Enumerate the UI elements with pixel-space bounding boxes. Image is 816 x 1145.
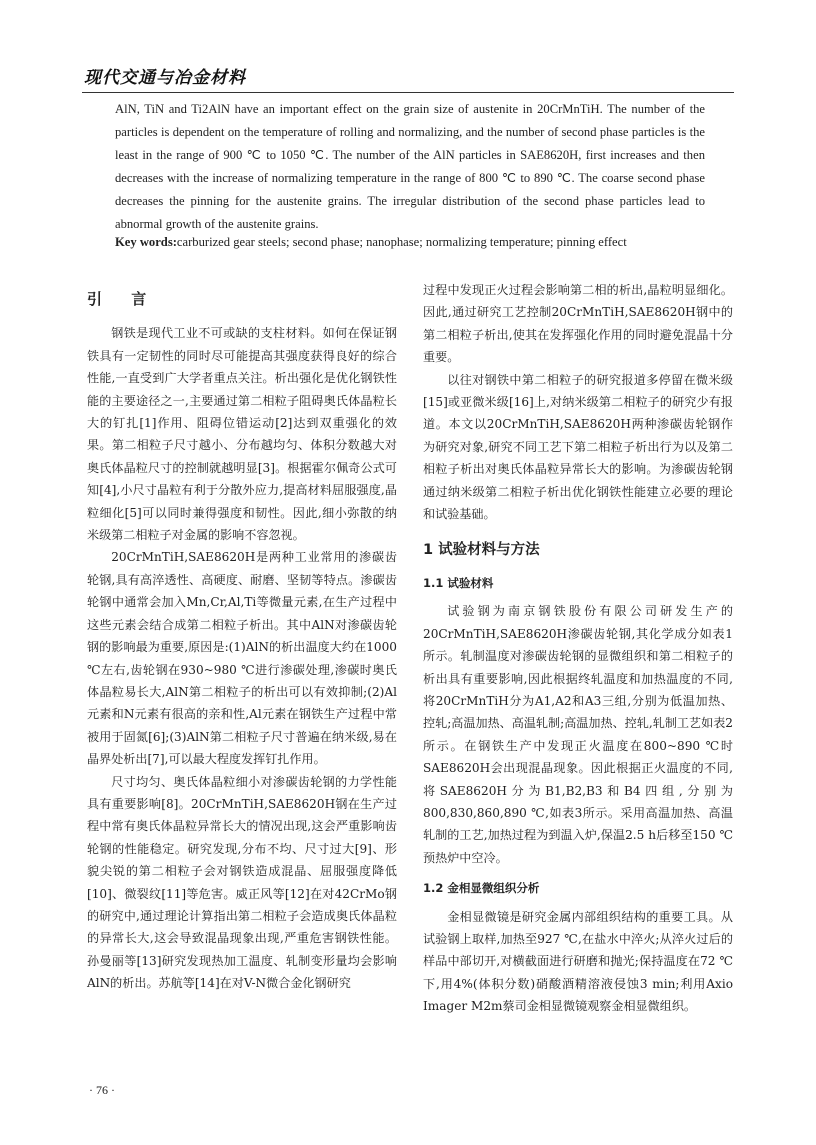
intro-paragraph: 以往对钢铁中第二相粒子的研究报道多停留在微米级[15]或亚微米级[16]上,对纳米级第二相粒子的研究少有报道。本文以20CrMnTiH,SAE8620H两种渗碳齿轮钢作为研究对象,研究不同工艺下第二相粒子析出行为以及第二相粒子析出对奥氏体晶粒异常长大的影响。为渗碳齿轮钢通过纳米级第二相粒子析出优化钢铁性能建立必要的理论和试验基础。 <box>423 372 733 522</box>
header-divider <box>82 92 734 93</box>
keywords-line <box>115 231 715 254</box>
abstract-text: AlN, TiN and Ti2AlN have an important effect on the grain size of austenite in 20CrMnTiH. The number of the particles is dependent on the temperature of rolling and normalizing, and the number of second phase particles is the least in the range of 900 ℃ to 1050 ℃. The number of the AlN particles in SAE8620H, first increases and then decreases with the increase of normalizing temperature in the range of 800 ℃ to 890 ℃. The coarse second phase decreases the pinning for the austenite grains. The irregular distribution of the second phase particles lead to abnormal growth of the austenite grains. <box>115 102 705 232</box>
body-paragraph: 试验钢为南京钢铁股份有限公司研发生产的20CrMnTiH,SAE8620H渗碳齿轮钢,其化学成分如表1所示。轧制温度对渗碳齿轮钢的显微组织和第二相粒子的析出具有重要影响,因此根据终轧温度和加热温度的不同,将20CrMnTiH分为A1,A2和A3三组,分别为低温加热、控轧;高温加热、高温轧制;高温加热、控轧,轧制工艺如表2所示。在钢铁生产中发现正火温度在800~890 ℃时SAE8620H会出现混晶现象。因此根据正火温度的不同,将SAE8620H分为B1,B2,B3和B4四组,分别为800,830,860,890 ℃,如表3所示。采用高温加热、高温轧制的工艺,加热过程为到温入炉,保温2.5 h后移至150 ℃预热炉中空冷。 <box>423 604 733 865</box>
journal-logo: 现代交通与冶金材料 <box>84 68 246 88</box>
right-column <box>423 279 733 1018</box>
intro-paragraph: 钢铁是现代工业不可或缺的支柱材料。如何在保证钢铁具有一定韧性的同时尽可能提高其强度获得良好的综合性能,一直受到广大学者重点关注。析出强化是优化钢铁性能的主要途径之一,主要通过第二相粒子阻碍奥氏体晶粒长大的钉扎[1]作用、阻碍位错运动[2]达到双重强化的效果。第二相粒子尺寸越小、分布越均匀、体积分数越大对奥氏体晶粒尺寸的控制就越明显[3]。根据霍尔佩奇公式可知[4],小尺寸晶粒有利于分散外应力,提高材料屈服强度,晶粒细化[5]可以同时兼得强度和韧性。因此,细小弥散的纳米级第二相粒子对金属的影响不容忽视。 <box>87 326 397 543</box>
section-heading: 1 试验材料与方法 <box>423 542 540 559</box>
keywords-text: carburized gear steels; second phase; nanophase; normalizing temperature; pinning effect <box>176 235 627 249</box>
intro-paragraph: 尺寸均匀、奥氏体晶粒细小对渗碳齿轮钢的力学性能具有重要影响[8]。20CrMnTiH,SAE8620H钢在生产过程中常有奥氏体晶粒异常长大的情况出现,这会严重影响齿轮钢的性能稳定。研究发现,分布不均、尺寸过大[9]、形貌尖锐的第二相粒子会对钢铁造成混晶、屈服强度降低[10]、微裂纹[11]等危害。威正风等[12]在对42CrMo钢的研究中,通过理论计算指出第二相粒子会造成奥氏体晶粒的异常长大,这会导致混晶现象出现,严重危害钢铁性能。孙曼丽等[13]研究发现热加工温度、轧制变形量均会影响AlN的析出。苏航等[14]在对V-N微合金化钢研究 <box>87 774 397 991</box>
intro-paragraph-continued: 过程中发现正火过程会影响第二相的析出,晶粒明显细化。因此,通过研究工艺控制20CrMnTiH,SAE8620H钢中的第二相粒子析出,使其在发挥强化作用的同时避免混晶十分重要。 <box>423 283 733 365</box>
page-number: · 76 · <box>89 1083 115 1097</box>
subsection-heading: 1.1 试验材料 <box>423 575 494 590</box>
left-column <box>87 278 397 995</box>
subsection-heading: 1.2 金相显微组织分析 <box>423 881 540 896</box>
body-paragraph: 金相显微镜是研究金属内部组织结构的重要工具。从试验钢上取样,加热至927 ℃,在盐水中淬火;从淬火过后的样品中部切开,对横截面进行研磨和抛光;保持温度在72 ℃下,用4%(体积分数)硝酸酒精溶液侵蚀3 min;利用Axio Imager M2m蔡司金相显微镜观察金相显微组织。 <box>423 909 733 1014</box>
intro-paragraph: 20CrMnTiH,SAE8620H是两种工业常用的渗碳齿轮钢,具有高淬透性、高硬度、耐磨、坚韧等特点。渗碳齿轮钢中通常会加入Mn,Cr,Al,Ti等微量元素,在生产过程中这些元素会结合成第二相粒子析出。其中AlN对渗碳齿轮钢的影响最为重要,原因是:(1)AlN的析出温度大约在1000 ℃左右,齿轮钢在930~980 ℃进行渗碳处理,渗碳时奥氏体晶粒易长大,AlN第二相粒子的析出可以有效抑制;(2)Al元素和N元素有很高的亲和性,Al元素在钢铁生产过程中常被用于固氮[6];(3)AlN第二相粒子尺寸普遍在纳米级,易在晶界处析出[7],可以最大程度发挥钉扎作用。 <box>87 550 397 767</box>
keywords-label: Key words: <box>115 235 177 249</box>
introduction-heading: 引 言 <box>87 290 159 308</box>
